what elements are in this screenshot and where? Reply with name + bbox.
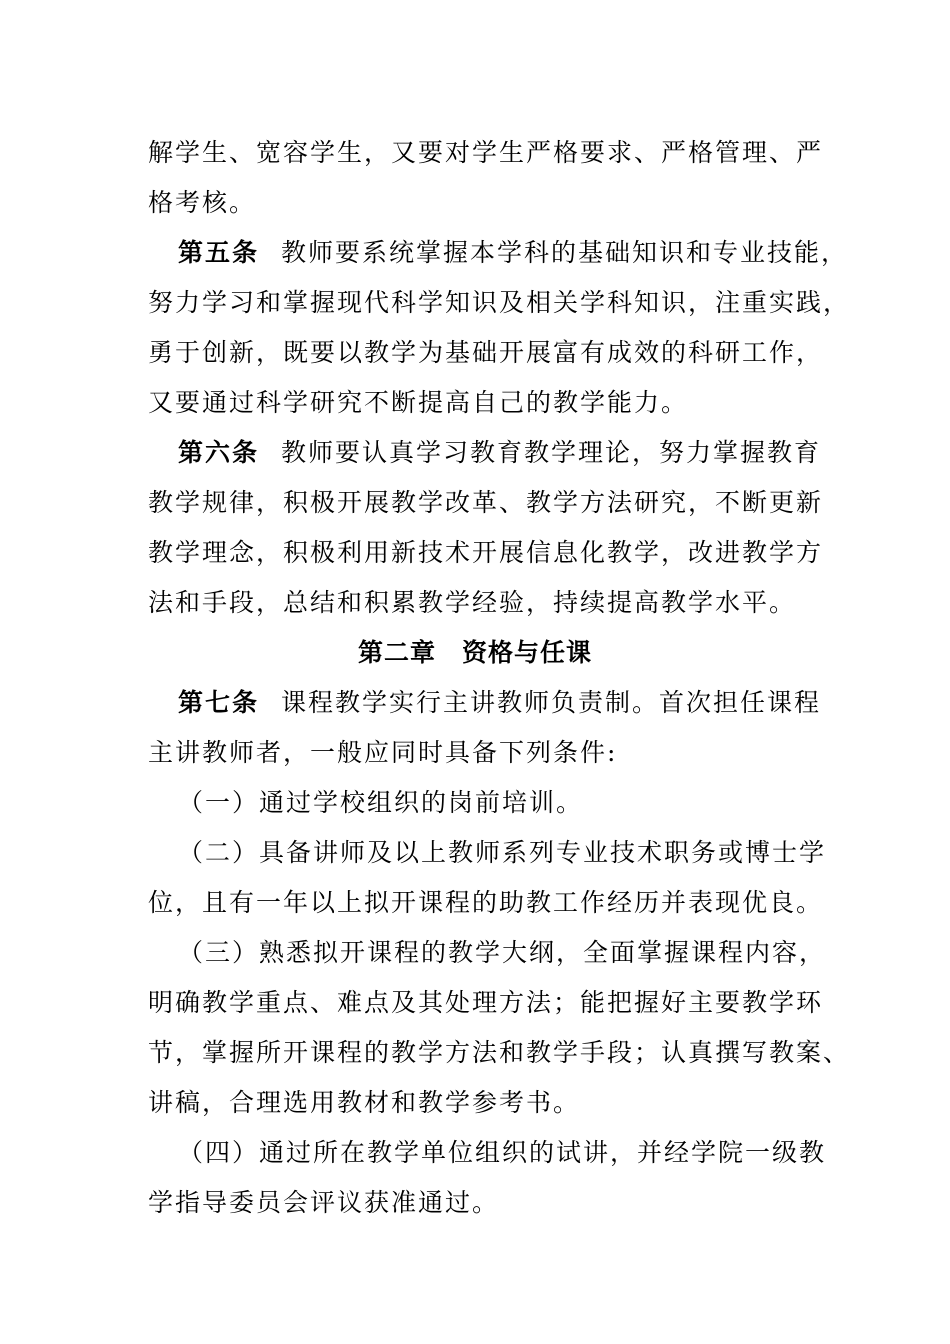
article-7-paragraph bbox=[178, 686, 878, 720]
text-line: 法和手段，总结和积累教学经验，持续提高教学水平。 bbox=[148, 588, 797, 617]
chapter-heading: 第二章 资格与任课 bbox=[357, 638, 592, 667]
text-line: 明确教学重点、难点及其处理方法；能把握好主要教学环 bbox=[148, 988, 824, 1017]
text-line: 节，掌握所开课程的教学方法和教学手段；认真撰写教案、 bbox=[148, 1038, 851, 1067]
article-7-label: 第七条 bbox=[178, 688, 260, 717]
text-line: 教学规律，积极开展教学改革、教学方法研究，不断更新 bbox=[148, 488, 824, 517]
text-line: 位，且有一年以上拟开课程的助教工作经历并表现优良。 bbox=[148, 888, 824, 917]
text-line: 教师要系统掌握本学科的基础知识和专业技能， bbox=[281, 238, 849, 267]
text-line: 主讲教师者，一般应同时具备下列条件: bbox=[148, 738, 618, 767]
text-line: 教师要认真学习教育教学理论，努力掌握教育 bbox=[281, 438, 822, 467]
list-item: （三）熟悉拟开课程的教学大纲，全面掌握课程内容， bbox=[178, 938, 827, 967]
article-6-paragraph bbox=[178, 436, 878, 470]
text-line: 格考核。 bbox=[148, 188, 257, 217]
list-item: （四）通过所在教学单位组织的试讲，并经学院一级教 bbox=[178, 1138, 827, 1167]
text-line: 课程教学实行主讲教师负责制。首次担任课程 bbox=[281, 688, 822, 717]
article-5-paragraph bbox=[178, 236, 878, 270]
article-5-label: 第五条 bbox=[178, 238, 260, 267]
text-line: 努力学习和掌握现代科学知识及相关学科知识，注重实践， bbox=[148, 288, 851, 317]
text-line: 讲稿，合理选用教材和教学参考书。 bbox=[148, 1088, 581, 1117]
list-item: （一）通过学校组织的岗前培训。 bbox=[178, 788, 584, 817]
text-line: 又要通过科学研究不断提高自己的教学能力。 bbox=[148, 388, 689, 417]
text-line: 勇于创新，既要以教学为基础开展富有成效的科研工作， bbox=[148, 338, 824, 367]
text-line: 学指导委员会评议获准通过。 bbox=[148, 1188, 500, 1217]
list-item: （二）具备讲师及以上教师系列专业技术职务或博士学 bbox=[178, 838, 827, 867]
article-6-label: 第六条 bbox=[178, 438, 260, 467]
text-line: 解学生、宽容学生，又要对学生严格要求、严格管理、严 bbox=[148, 138, 824, 167]
text-line: 教学理念，积极利用新技术开展信息化教学，改进教学方 bbox=[148, 538, 824, 567]
